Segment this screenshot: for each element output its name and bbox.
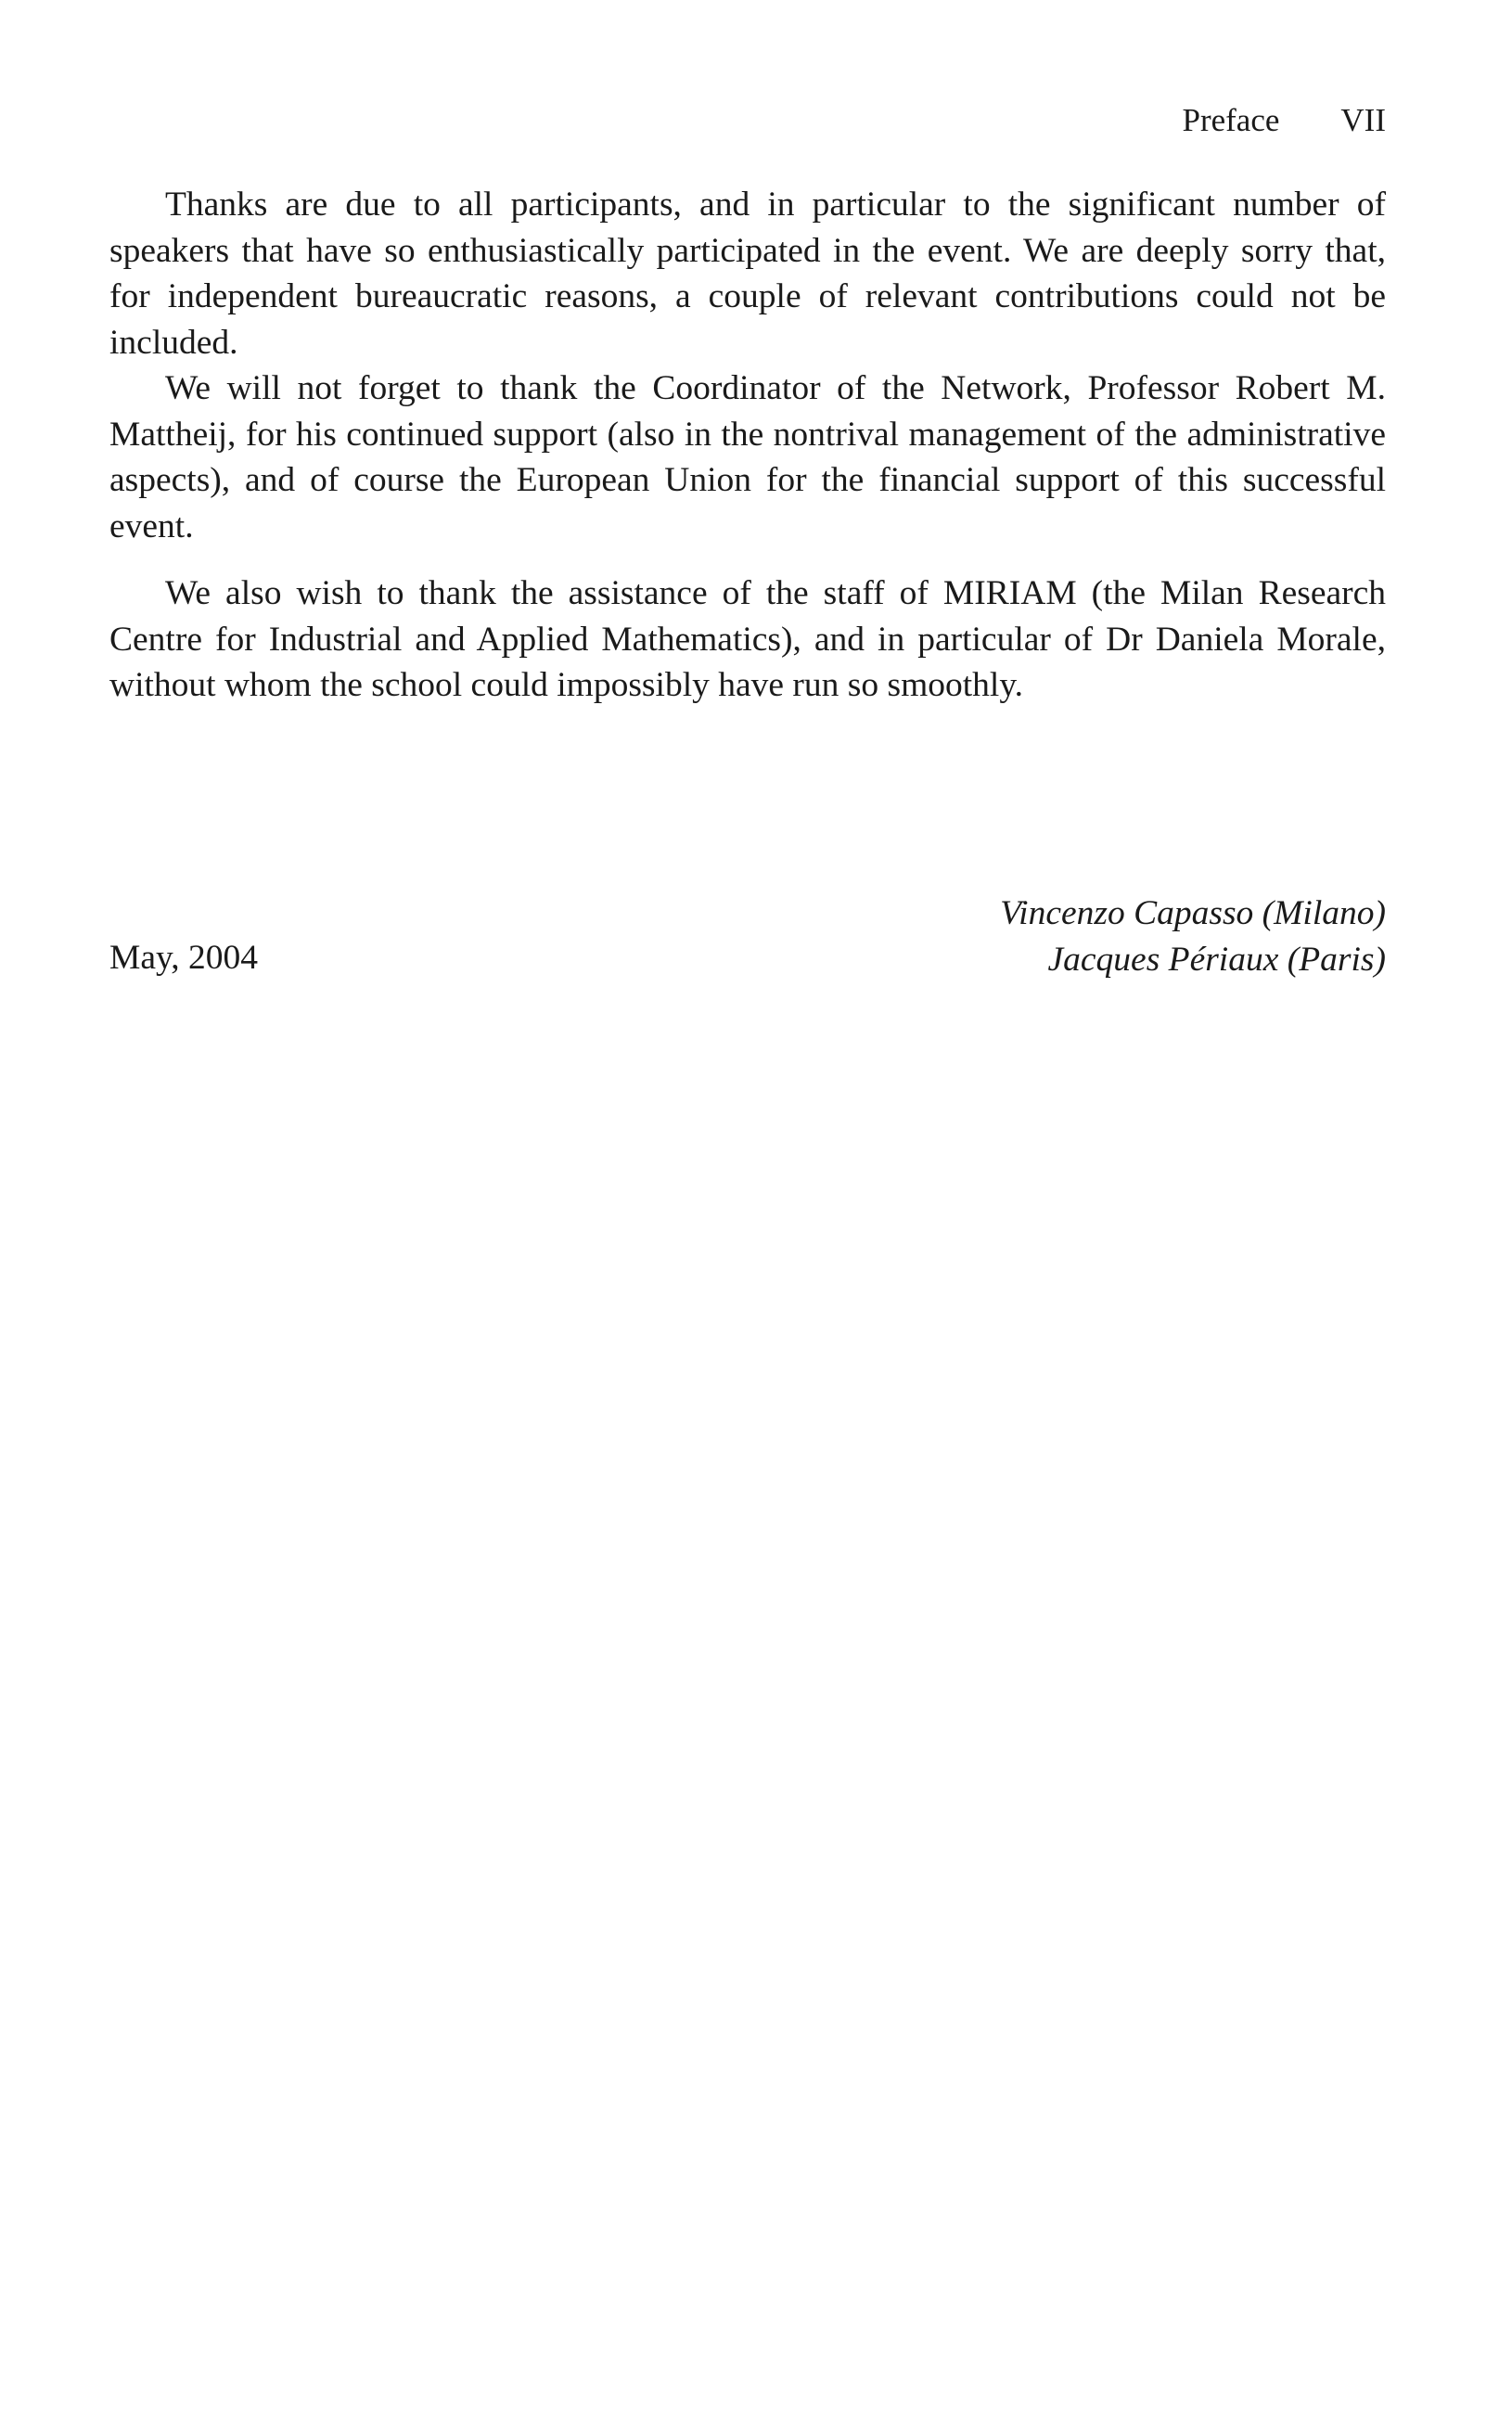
closing-date: May, 2004 [109, 939, 259, 977]
header-page-number: VII [1340, 102, 1386, 138]
signatory-capasso: Vincenzo Capasso (Milano) [1000, 894, 1386, 932]
paragraph-thanks-miriam: We also wish to thank the assistance of the staff of MIRIAM (the Milan Research Centre for Industrial and Applied Mathematics), and in particular of Dr Daniela Morale, without whom the school could impossibly have run so smoothly. [109, 574, 1386, 704]
signatory-periaux: Jacques Périaux (Paris) [1047, 940, 1386, 979]
preface-body [109, 182, 1386, 709]
header-section-title: Preface [1182, 102, 1280, 138]
signature-block [1000, 891, 1386, 982]
running-header [109, 100, 1386, 141]
paragraph-thanks-participants: Thanks are due to all participants, and in particular to the significant number of speakers that have so enthusiastically participated in the event. We are deeply sorry that, for independent bureaucratic reasons, a couple of relevant contributions could not be included. [109, 186, 1386, 362]
paragraph-thanks-coordinator: We will not forget to thank the Coordinator of the Network, Professor Robert M. Mattheij, for his continued support (also in the nontrival management of the administrative aspects), and of course the European Union for the financial support of this successful event. [109, 369, 1386, 545]
